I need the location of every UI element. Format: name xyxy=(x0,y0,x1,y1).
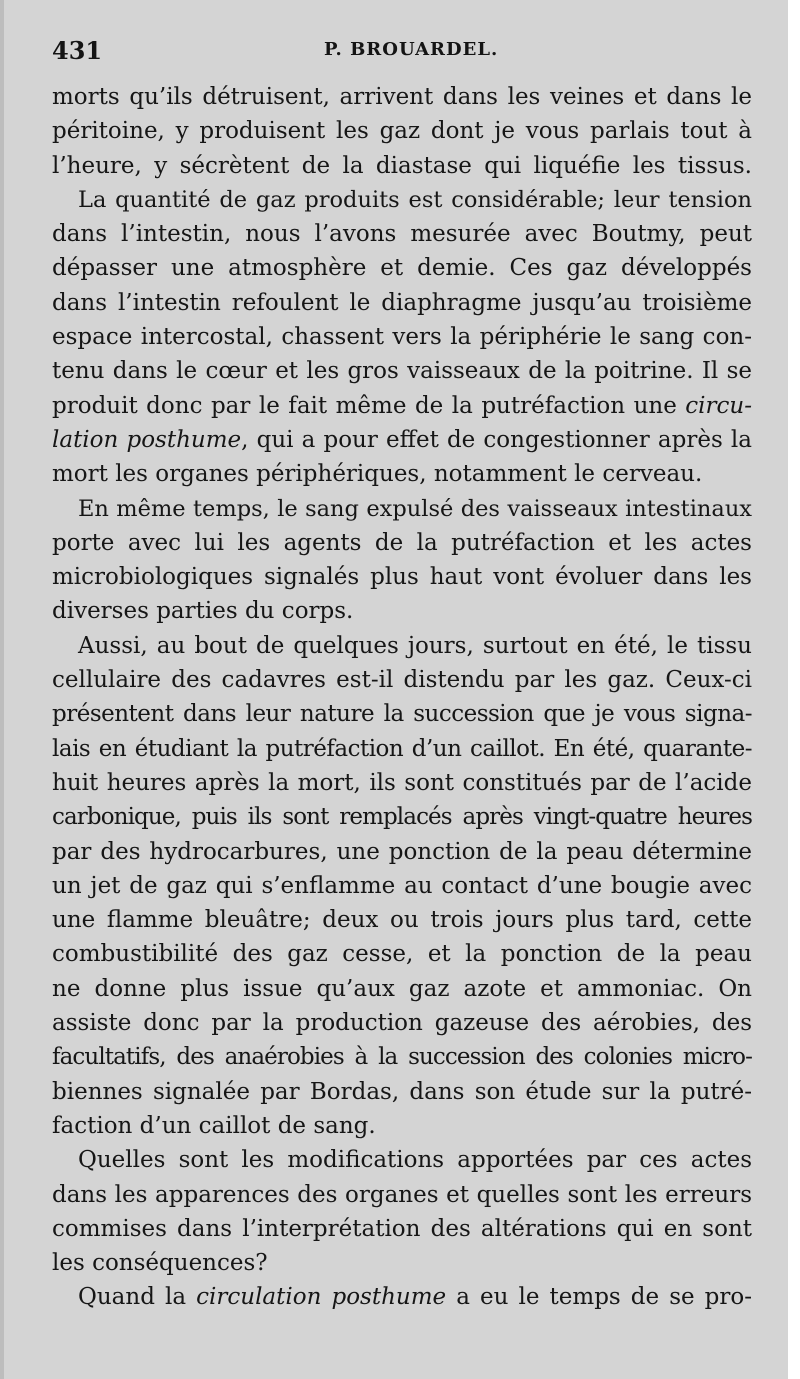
text-line xyxy=(52,869,752,903)
line-text: les conséquences? xyxy=(52,1250,268,1277)
line-text: circu- xyxy=(685,392,752,419)
paragraph-end-line xyxy=(52,457,752,491)
line-text: faction d’un caillot de sang. xyxy=(52,1112,376,1139)
line-text: ne donne plus issue qu’aux gaz azote et ammoniac. On xyxy=(52,975,752,1002)
text-line xyxy=(52,80,752,114)
text-line xyxy=(52,732,752,766)
text-line xyxy=(52,183,752,217)
line-text: assiste donc par la production gazeuse des aérobies, des xyxy=(52,1010,752,1037)
text-line xyxy=(52,766,752,800)
text-line xyxy=(52,114,752,148)
line-text: microbiologiques signalés plus haut vont évoluer dans les xyxy=(52,564,752,591)
text-line xyxy=(52,1280,752,1314)
line-text: Quand la xyxy=(78,1284,197,1311)
running-header xyxy=(52,36,752,66)
scan-right-margin xyxy=(788,0,800,1379)
text-line xyxy=(52,389,752,423)
line-text: espace intercostal, chassent vers la périphérie le sang con- xyxy=(52,324,752,351)
line-text: Aussi, au bout de quelques jours, surtout en été, le tissu xyxy=(78,632,752,659)
text-line xyxy=(52,1143,752,1177)
line-text: tenu dans le cœur et les gros vaisseaux de la poitrine. Il se xyxy=(52,358,752,385)
text-line xyxy=(52,560,752,594)
text-line xyxy=(52,526,752,560)
line-text: morts qu’ils détruisent, arrivent dans les veines et dans le xyxy=(52,84,752,110)
line-text: carbonique, puis ils sont remplacés après vingt-quatre heures xyxy=(52,804,752,831)
body-text xyxy=(52,80,752,1315)
line-text: lais en étudiant la putréfaction d’un caillot. En été, quarante- xyxy=(52,735,752,762)
line-text: mort les organes périphériques, notamment le cerveau. xyxy=(52,461,703,488)
text-line xyxy=(52,1212,752,1246)
scan-left-edge xyxy=(0,0,4,1379)
text-line xyxy=(52,217,752,251)
line-text: présentent dans leur nature la succession que je vous signa- xyxy=(52,701,752,728)
paragraph-end-line xyxy=(52,1246,752,1280)
paragraph-end-line xyxy=(52,1109,752,1143)
text-line xyxy=(52,1006,752,1040)
page-number: 431 xyxy=(52,36,103,65)
line-text: cellulaire des cadavres est-il distendu par les gaz. Ceux-ci xyxy=(52,667,752,694)
text-line xyxy=(52,937,752,971)
text-line xyxy=(52,354,752,388)
line-text: par des hydrocarbures, une ponction de la peau détermine xyxy=(52,838,752,865)
text-line xyxy=(52,903,752,937)
text-line xyxy=(52,1040,752,1074)
text-line xyxy=(52,800,752,834)
line-text: combustibilité des gaz cesse, et la ponction de la peau xyxy=(52,941,752,968)
line-text: La quantité de gaz produits est considérable; leur tension xyxy=(78,186,752,213)
line-text: un jet de gaz qui s’enflamme au contact d’une bougie avec xyxy=(52,872,752,899)
line-text: dans l’intestin refoulent le diaphragme jusqu’au troisième xyxy=(52,289,752,316)
line-text: Quelles sont les modifications apportées par ces actes xyxy=(78,1147,752,1174)
line-text: dépasser une atmosphère et demie. Ces gaz développés xyxy=(52,255,752,282)
text-line xyxy=(52,286,752,320)
text-line xyxy=(52,629,752,663)
line-text: dans les apparences des organes et quelles sont les erreurs xyxy=(52,1181,752,1208)
line-text: péritoine, y produisent les gaz dont je vous parlais tout à xyxy=(52,118,752,145)
line-text: commises dans l’interprétation des altérations qui en sont xyxy=(52,1215,752,1242)
text-line xyxy=(52,972,752,1006)
line-text: produit donc par le fait même de la putréfaction une xyxy=(52,392,686,419)
line-text: facultatifs, des anaérobies à la succession des colonies micro- xyxy=(52,1044,752,1071)
text-line xyxy=(52,251,752,285)
line-text: circulation posthume xyxy=(196,1284,447,1311)
line-text: , qui a pour effet de congestionner après la xyxy=(241,426,752,453)
line-text: dans l’intestin, nous l’avons mesurée avec Boutmy, peut xyxy=(52,221,752,248)
text-line xyxy=(52,835,752,869)
running-title: P. BROUARDEL. xyxy=(324,39,499,60)
line-text: lation posthume xyxy=(52,426,242,453)
text-line xyxy=(52,149,752,183)
text-line xyxy=(52,663,752,697)
text-line xyxy=(52,320,752,354)
text-line xyxy=(52,492,752,526)
line-text: une flamme bleuâtre; deux ou trois jours plus tard, cette xyxy=(52,907,752,934)
text-line xyxy=(52,1075,752,1109)
line-text: En même temps, le sang expulsé des vaisseaux intestinaux xyxy=(78,495,752,522)
line-text: diverses parties du corps. xyxy=(52,598,354,625)
text-line xyxy=(52,423,752,457)
line-text: porte avec lui les agents de la putréfaction et les actes xyxy=(52,529,752,556)
line-text: huit heures après la mort, ils sont constitués par de l’acide xyxy=(52,769,752,796)
line-text: l’heure, y sécrètent de la diastase qui liquéfie les tissus. xyxy=(52,152,752,179)
text-line xyxy=(52,1178,752,1212)
line-text: a eu le temps de se pro- xyxy=(446,1284,752,1311)
line-text: biennes signalée par Bordas, dans son étude sur la putré- xyxy=(52,1078,752,1105)
text-line xyxy=(52,697,752,731)
paragraph-end-line xyxy=(52,594,752,628)
